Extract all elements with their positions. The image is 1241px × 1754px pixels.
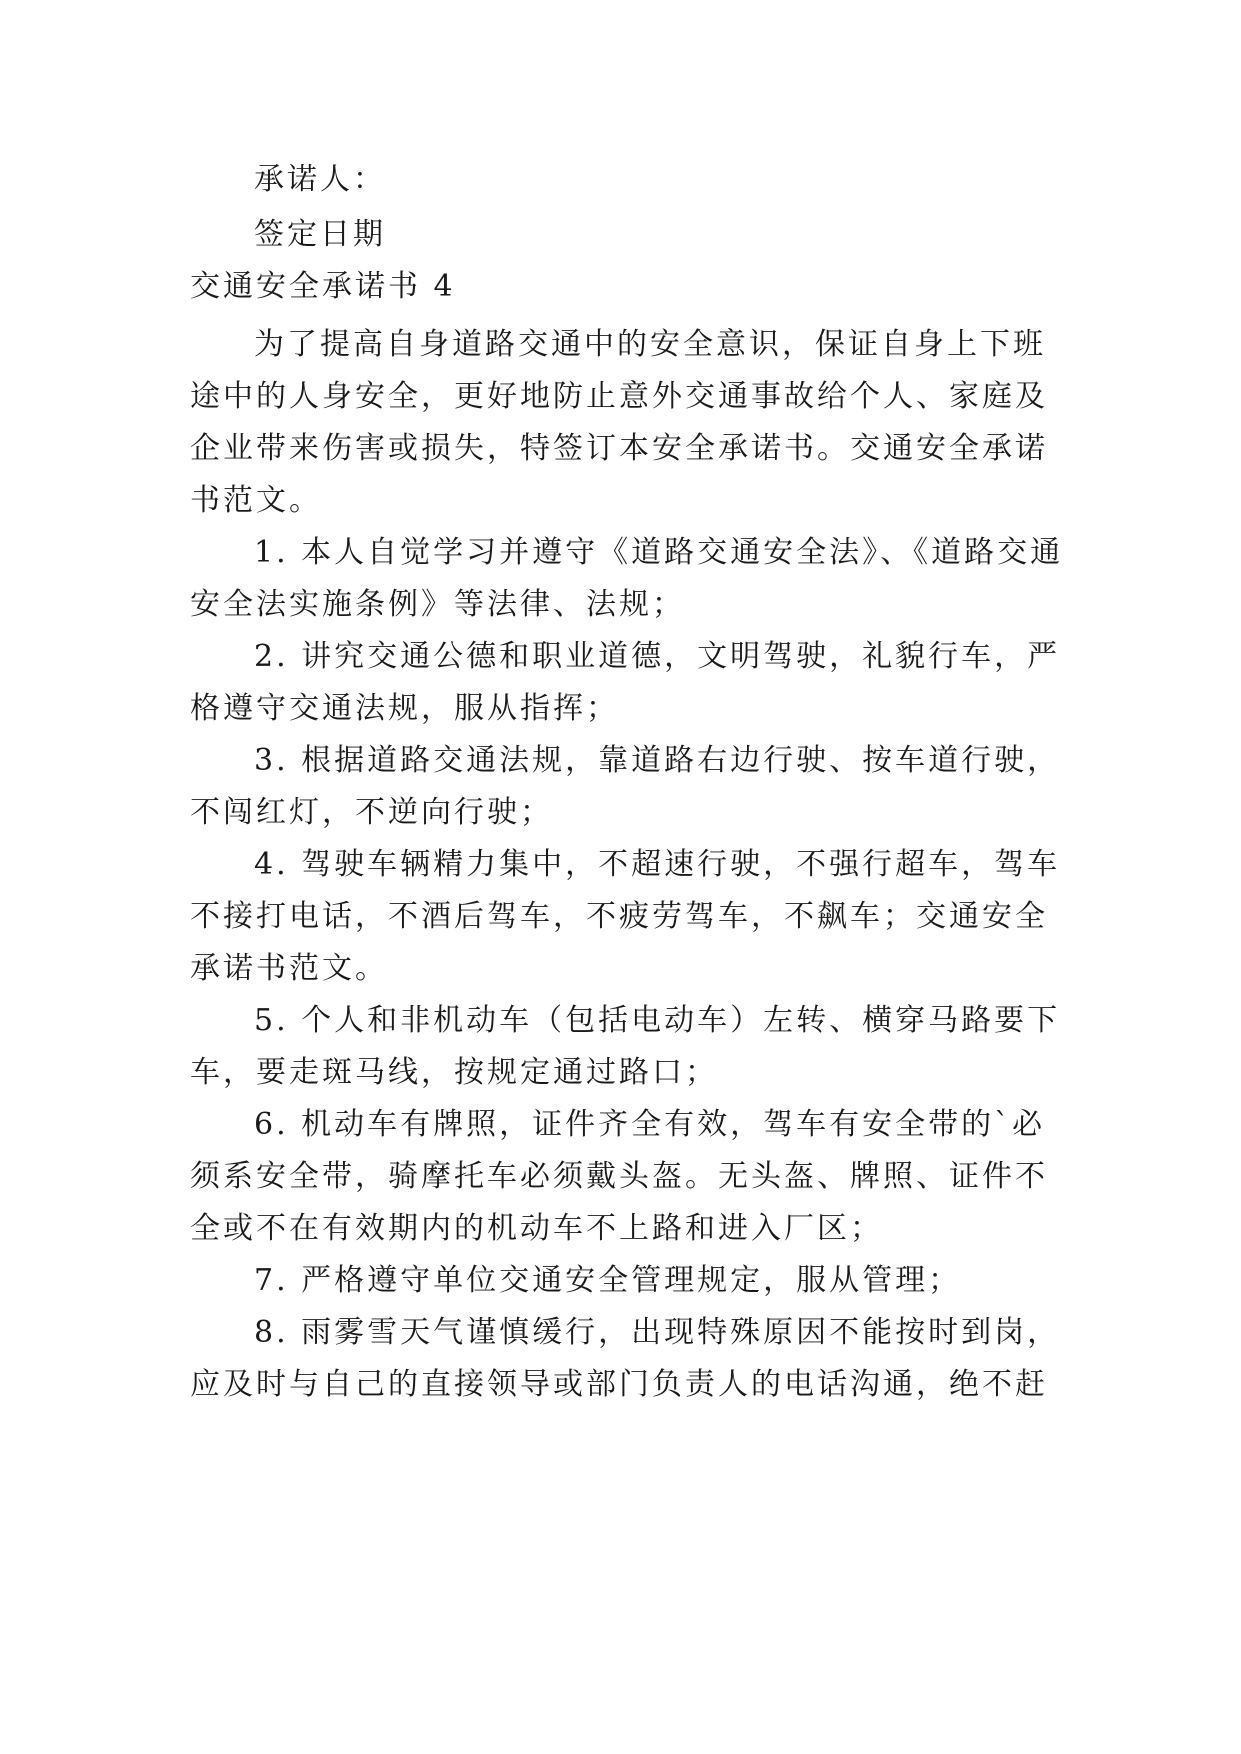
- paragraph-line: 1. 本人自觉学习并遵守《道路交通安全法》、《道路交通: [254, 535, 1064, 570]
- date-label: 签定日期: [254, 217, 386, 252]
- paragraph-line: 4. 驾驶车辆精力集中，不超速行驶，不强行超车，驾车: [254, 847, 1061, 882]
- paragraph-line: 2. 讲究交通公德和职业道德，文明驾驶，礼貌行车，严: [254, 639, 1061, 674]
- paragraph-line: 途中的人身安全，更好地防止意外交通事故给个人、家庭及: [190, 379, 1048, 414]
- paragraph-line: 3. 根据道路交通法规，靠道路右边行驶、按车道行驶，: [254, 743, 1061, 778]
- paragraph-line: 书范文。: [190, 483, 322, 518]
- paragraph-line: 企业带来伤害或损失，特签订本安全承诺书。交通安全承诺: [190, 431, 1048, 466]
- signer-label: 承诺人：: [254, 162, 386, 197]
- paragraph-line: 车，要走斑马线，按规定通过路口；: [190, 1055, 718, 1090]
- section-title: 交通安全承诺书 4: [190, 269, 456, 304]
- paragraph-line: 7. 严格遵守单位交通安全管理规定，服从管理；: [254, 1263, 962, 1298]
- paragraph-line: 不接打电话，不酒后驾车，不疲劳驾车，不飙车；交通安全: [190, 899, 1048, 934]
- paragraph-line: 6. 机动车有牌照，证件齐全有效，驾车有安全带的`必: [254, 1107, 1046, 1142]
- paragraph-line: 应及时与自己的直接领导或部门负责人的电话沟通，绝不赶: [190, 1367, 1048, 1402]
- paragraph-line: 格遵守交通法规，服从指挥；: [190, 691, 619, 726]
- paragraph-line: 8. 雨雾雪天气谨慎缓行，出现特殊原因不能按时到岗，: [254, 1315, 1061, 1350]
- paragraph-line: 承诺书范文。: [190, 951, 388, 986]
- paragraph-line: 5. 个人和非机动车（包括电动车）左转、横穿马路要下: [254, 1003, 1061, 1038]
- paragraph-line: 安全法实施条例》等法律、法规；: [190, 587, 685, 622]
- paragraph-line: 不闯红灯，不逆向行驶；: [190, 795, 553, 830]
- paragraph-line: 全或不在有效期内的机动车不上路和进入厂区；: [190, 1211, 883, 1246]
- paragraph-line: 为了提高自身道路交通中的安全意识，保证自身上下班: [254, 327, 1046, 362]
- paragraph-line: 须系安全带，骑摩托车必须戴头盔。无头盔、牌照、证件不: [190, 1159, 1048, 1194]
